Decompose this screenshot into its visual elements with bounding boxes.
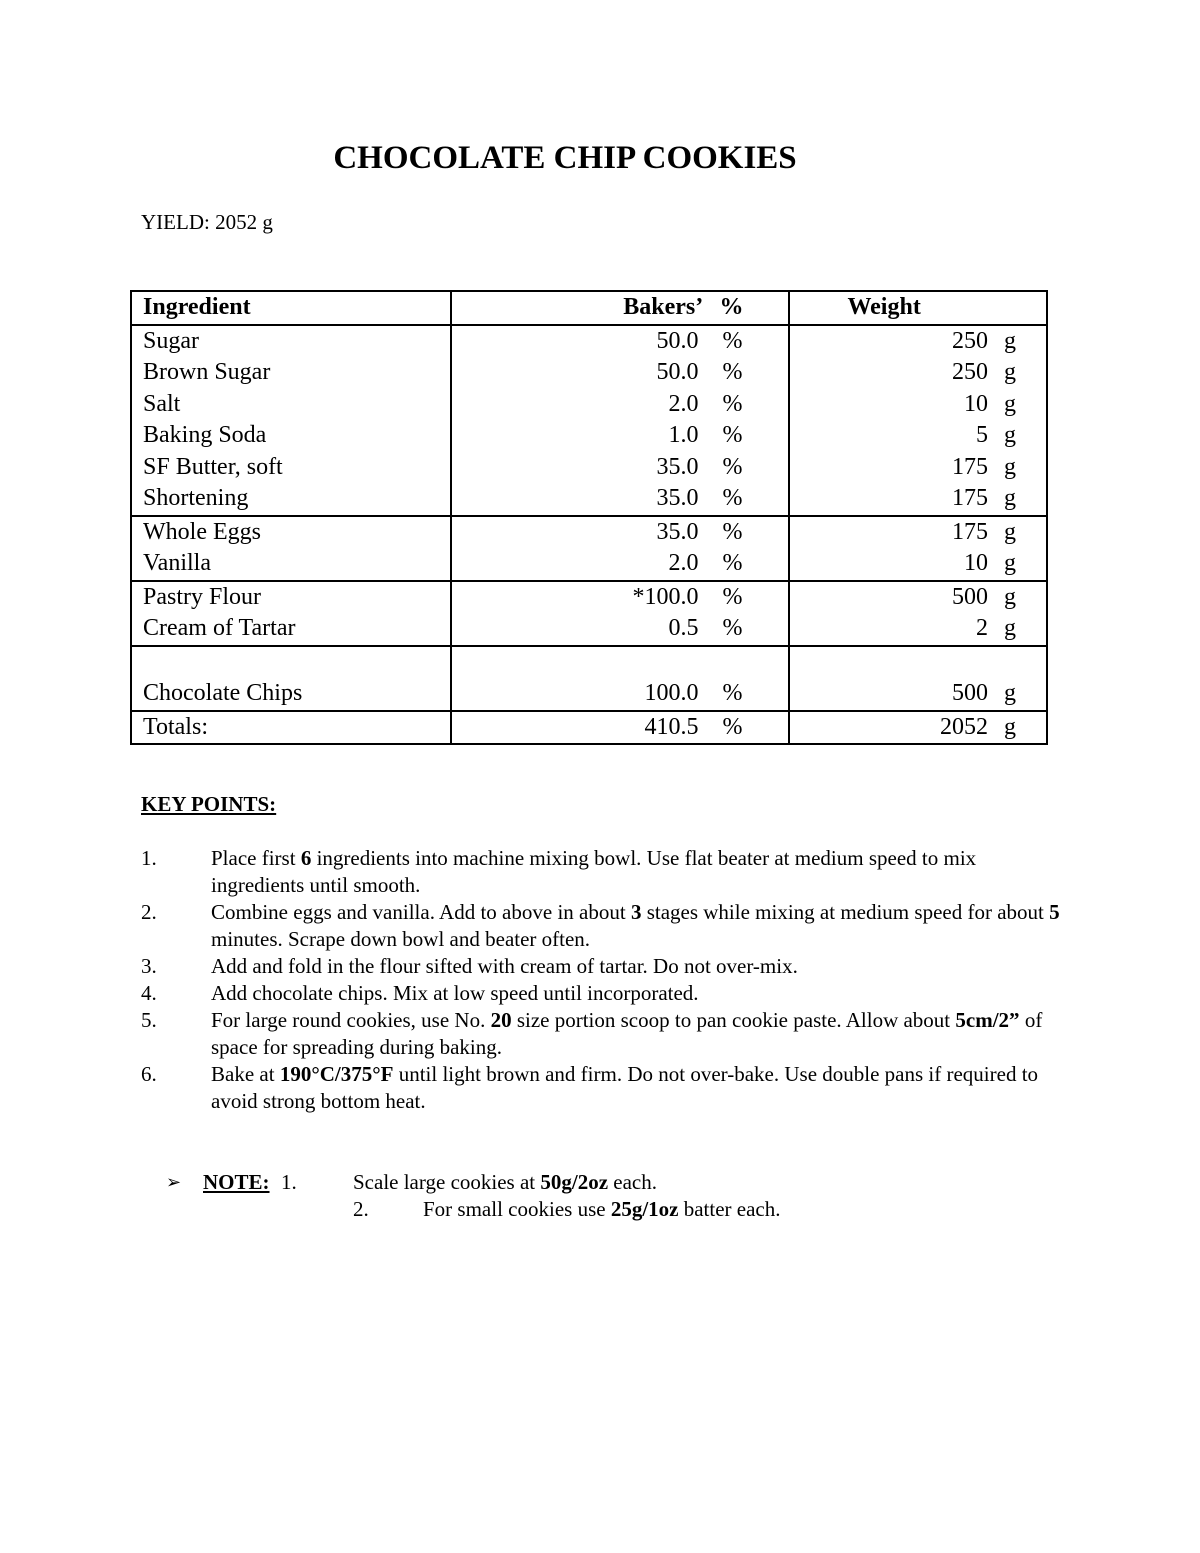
percent-unit: % — [722, 390, 743, 417]
weight-unit: g — [1004, 359, 1016, 385]
yield-text: YIELD: 2052 g — [141, 210, 273, 234]
percent-unit: % — [722, 359, 743, 385]
text-segment: of space for spreading during baking. — [211, 1008, 1043, 1059]
key-point-item — [141, 980, 1061, 1007]
note-text — [353, 1169, 657, 1196]
ingredient-name: SF Butter, soft — [131, 452, 451, 484]
bakers-percent-value: 1.0 — [668, 422, 699, 448]
ingredient-name: Salt — [131, 389, 451, 421]
key-point-number: 2. — [141, 900, 157, 924]
weight-value: 175 — [952, 453, 988, 480]
header-ingredient: Ingredient — [131, 291, 451, 325]
header-weight: Weight — [789, 291, 1047, 325]
emphasis-text: 6 — [300, 846, 312, 870]
bakers-percent-value: 35.0 — [656, 485, 699, 511]
note-text — [423, 1196, 781, 1223]
table-header-row — [131, 291, 1047, 325]
text-segment: until light brown and firm. Do not over-bake. Use double pans if required to avoid strong bottom heat. — [211, 1062, 1039, 1113]
percent-unit: % — [722, 550, 743, 576]
percent-unit: % — [722, 583, 743, 610]
ingredient-name: Brown Sugar — [131, 357, 451, 389]
percent-unit: % — [722, 615, 743, 641]
bakers-percent-value: 35.0 — [656, 518, 699, 545]
bakers-percent-value: 2.0 — [668, 390, 699, 417]
bakers-percent-value: 410.5 — [644, 713, 699, 740]
table-row — [131, 516, 1047, 549]
totals-row — [131, 711, 1047, 745]
text-segment: Place first — [211, 846, 301, 870]
bakers-percent-value: 0.5 — [668, 615, 699, 641]
emphasis-text: 5 — [1049, 900, 1060, 924]
page-title: CHOCOLATE CHIP COOKIES — [333, 140, 797, 176]
weight-value: 10 — [964, 550, 988, 576]
weight-unit: g — [1004, 327, 1016, 354]
percent-unit: % — [722, 422, 743, 448]
weight-value: 2052 — [940, 713, 988, 740]
weight-unit: g — [1004, 518, 1016, 545]
weight-value: 175 — [952, 485, 988, 511]
percent-unit: % — [722, 680, 743, 706]
weight-unit: g — [1004, 485, 1016, 511]
text-segment: minutes. Scrape down bowl and beater often. — [211, 927, 591, 951]
ingredient-name: Chocolate Chips — [131, 678, 451, 711]
key-point-number: 4. — [141, 981, 157, 1005]
key-point-text — [211, 1061, 1061, 1115]
emphasis-text: 5cm/2” — [955, 1008, 1020, 1032]
text-segment: For small cookies use — [423, 1197, 611, 1221]
weight-value: 175 — [952, 518, 988, 545]
weight-value: 2 — [976, 615, 988, 641]
weight-unit: g — [1004, 583, 1016, 610]
table-row — [131, 420, 1047, 452]
ingredients-table — [130, 290, 1048, 745]
arrow-bullet-icon: ➢ — [166, 1172, 182, 1192]
key-point-item — [141, 1061, 1061, 1115]
weight-unit: g — [1004, 615, 1016, 641]
ingredient-name: Pastry Flour — [131, 581, 451, 614]
table-row — [131, 325, 1047, 358]
ingredient-name: Shortening — [131, 483, 451, 516]
table-row — [131, 548, 1047, 581]
emphasis-text: 50g/2oz — [540, 1170, 609, 1194]
header-bakers-percent: Bakers’ % — [451, 291, 789, 325]
weight-unit: g — [1004, 390, 1016, 417]
weight-value: 5 — [976, 422, 988, 448]
weight-unit: g — [1004, 453, 1016, 480]
emphasis-text: 190°C/375°F — [279, 1062, 394, 1086]
percent-unit: % — [722, 713, 743, 740]
key-point-item — [141, 899, 1061, 953]
spacer-row — [131, 646, 1047, 679]
weight-unit: g — [1004, 680, 1016, 706]
text-segment: For large round cookies, use No. — [211, 1008, 491, 1032]
key-points-list — [141, 845, 1061, 1115]
text-segment: Bake at — [211, 1062, 280, 1086]
table-row — [131, 581, 1047, 614]
text-segment: Scale large cookies at — [353, 1170, 541, 1194]
text-segment: size portion scoop to pan cookie paste. Allow about — [511, 1008, 956, 1032]
bakers-percent-value: 2.0 — [668, 550, 699, 576]
weight-unit: g — [1004, 550, 1016, 576]
table-row — [131, 483, 1047, 516]
note-label: NOTE: — [203, 1170, 270, 1194]
text-segment: Add chocolate chips. Mix at low speed until incorporated. — [211, 981, 699, 1005]
weight-value: 500 — [952, 583, 988, 610]
percent-unit: % — [722, 518, 743, 545]
key-point-item — [141, 845, 1061, 899]
key-point-text — [211, 899, 1061, 953]
key-point-number: 3. — [141, 954, 157, 978]
key-point-item — [141, 1007, 1061, 1061]
text-segment: batter each. — [678, 1197, 781, 1221]
weight-value: 250 — [952, 359, 988, 385]
percent-unit: % — [722, 485, 743, 511]
note-number: 1. — [281, 1170, 297, 1194]
text-segment: Combine eggs and vanilla. Add to above in about — [211, 900, 631, 924]
ingredient-name: Baking Soda — [131, 420, 451, 452]
key-point-text — [211, 845, 1061, 899]
emphasis-text: 3 — [630, 900, 642, 924]
ingredient-name: Cream of Tartar — [131, 613, 451, 646]
emphasis-text: 20 — [490, 1008, 512, 1032]
key-points-heading: KEY POINTS: — [141, 792, 277, 816]
text-segment: ingredients into machine mixing bowl. Use flat beater at medium speed to mix ingredients until smooth. — [211, 846, 977, 897]
text-segment: Add and fold in the flour sifted with cream of tartar. Do not over-mix. — [211, 954, 798, 978]
bakers-percent-value: 50.0 — [656, 327, 699, 354]
ingredient-name: Vanilla — [131, 548, 451, 581]
emphasis-text: 25g/1oz — [610, 1197, 679, 1221]
percent-unit: % — [722, 327, 743, 354]
bakers-percent-value: *100.0 — [632, 583, 699, 610]
key-point-text — [211, 1007, 1061, 1061]
key-point-number: 5. — [141, 1008, 157, 1032]
weight-value: 250 — [952, 327, 988, 354]
table-row — [131, 613, 1047, 646]
bakers-percent-value: 35.0 — [656, 453, 699, 480]
totals-label: Totals: — [131, 711, 451, 745]
key-point-text — [211, 980, 1061, 1007]
percent-unit: % — [722, 453, 743, 480]
table-row — [131, 678, 1047, 711]
ingredient-name: Sugar — [131, 325, 451, 358]
table-body — [131, 325, 1047, 745]
weight-value: 10 — [964, 390, 988, 417]
text-segment: stages while mixing at medium speed for about — [641, 900, 1050, 924]
text-segment: each. — [608, 1170, 657, 1194]
weight-unit: g — [1004, 713, 1016, 740]
weight-unit: g — [1004, 422, 1016, 448]
key-point-item — [141, 953, 1061, 980]
table-row — [131, 357, 1047, 389]
ingredient-name: Whole Eggs — [131, 516, 451, 549]
table-row — [131, 389, 1047, 421]
key-point-text — [211, 953, 1061, 980]
key-point-number: 1. — [141, 846, 157, 870]
note-number: 2. — [353, 1197, 369, 1221]
table-row — [131, 452, 1047, 484]
key-point-number: 6. — [141, 1062, 157, 1086]
bakers-percent-value: 50.0 — [656, 359, 699, 385]
bakers-percent-value: 100.0 — [644, 680, 699, 706]
weight-value: 500 — [952, 680, 988, 706]
